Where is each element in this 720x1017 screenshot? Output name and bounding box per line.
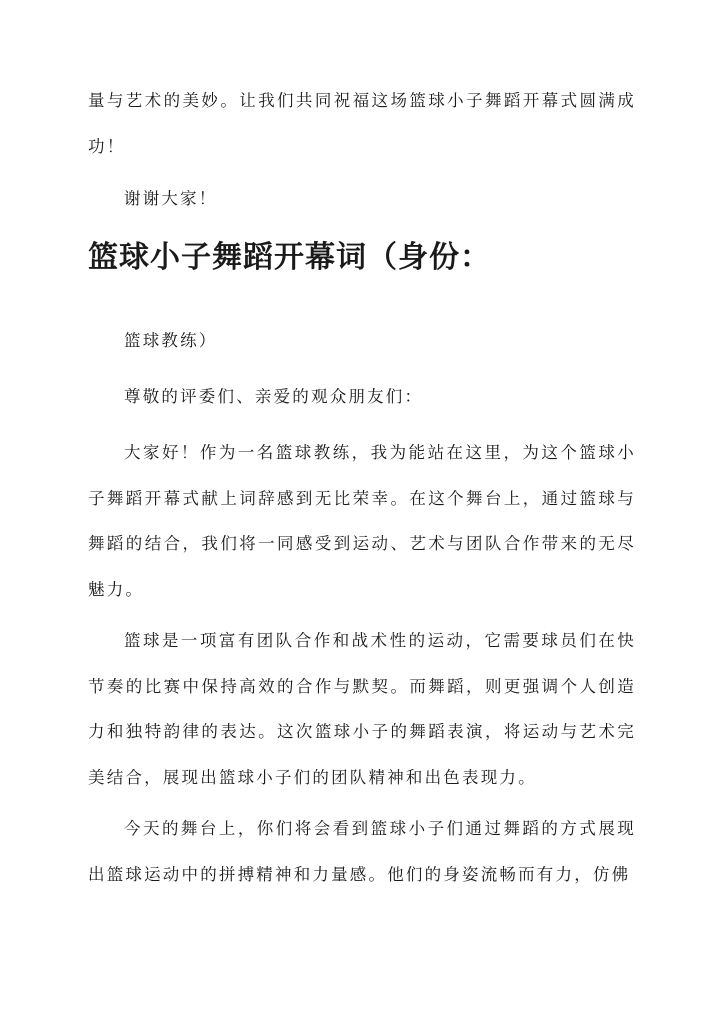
paragraph-role: 篮球教练）: [124, 331, 218, 350]
paragraph-thanks: 谢谢大家！: [124, 189, 218, 208]
paragraph-basketball: 篮球是一项富有团队合作和战术性的运动，它需要球员们在快节奏的比赛中保持高效的合作与默契。而舞蹈，则更强调个人创造力和独特韵律的表达。这次篮球小子的舞蹈表演，将运动与艺术完美结合，展现出篮球小子们的团队精神和出色表现力。: [88, 631, 636, 787]
paragraph-stage: 今天的舞台上，你们将会看到篮球小子们通过舞蹈的方式展现出篮球运动中的拼搏精神和力量感。他们的身姿流畅而有力，仿佛: [88, 819, 636, 884]
paragraph-continuation: 量与艺术的美妙。让我们共同祝福这场篮球小子舞蹈开幕式圆满成功！: [88, 91, 636, 156]
paragraph-greeting: 大家好！作为一名篮球教练，我为能站在这里，为这个篮球小子舞蹈开幕式献上词辞感到无比荣幸。在这个舞台上，通过篮球与舞蹈的结合，我们将一同感受到运动、艺术与团队合作带来的无尽魅力。: [88, 443, 636, 599]
paragraph-salutation: 尊敬的评委们、亲爱的观众朋友们：: [124, 387, 424, 406]
section-heading: 篮球小子舞蹈开幕词（身份：: [88, 240, 491, 275]
